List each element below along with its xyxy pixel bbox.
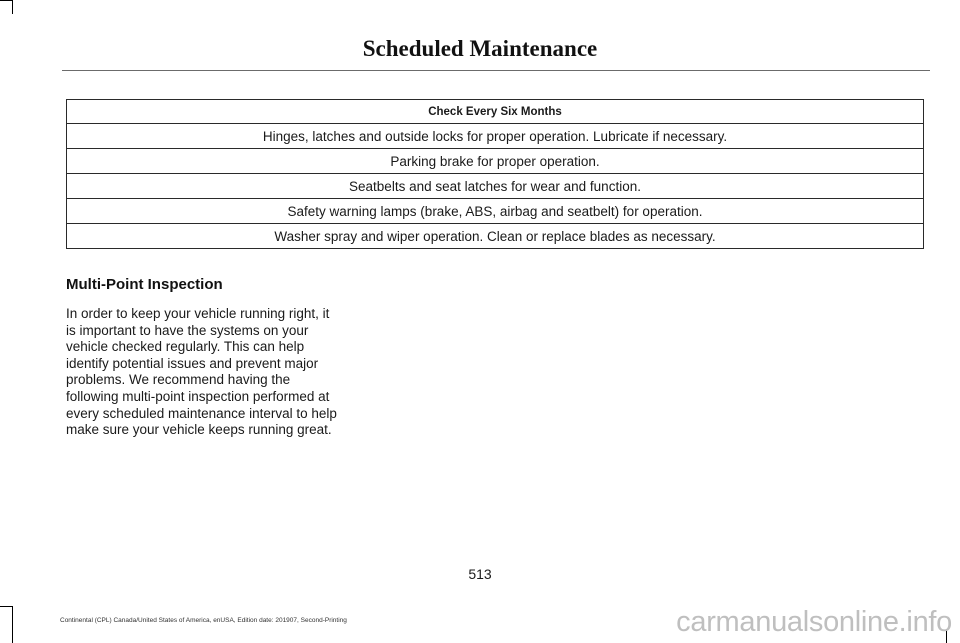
table-row — [67, 124, 924, 149]
table-cell: Hinges, latches and outside locks for proper operation. Lubricate if necessary. — [67, 124, 924, 149]
table-cell: Washer spray and wiper operation. Clean or replace blades as necessary. — [67, 224, 924, 249]
watermark: carmanualsonline.info — [676, 606, 952, 638]
page-number: 513 — [468, 566, 492, 582]
crop-mark — [12, 606, 13, 643]
six-month-check-table — [66, 99, 924, 249]
table-header-row — [67, 100, 924, 124]
table-row — [67, 149, 924, 174]
page-title: Scheduled Maintenance — [362, 36, 598, 61]
table-cell: Parking brake for proper operation. — [67, 149, 924, 174]
table-row — [67, 224, 924, 249]
crop-mark — [0, 606, 12, 607]
table-heading: Check Every Six Months — [67, 100, 924, 124]
crop-mark — [12, 0, 13, 14]
section-heading: Multi-Point Inspection — [66, 276, 223, 293]
table-cell: Seatbelts and seat latches for wear and function. — [67, 174, 924, 199]
section-body-text: In order to keep your vehicle running right, it is important to have the systems on your vehicle checked regularly. This can help identify potential issues and prevent major problems. We recommend having the following multi-point inspection performed at every scheduled maintenance interval to help make sure your vehicle keeps running great. — [66, 306, 337, 438]
crop-mark — [0, 0, 12, 1]
title-divider — [62, 70, 930, 71]
edition-footer: Continental (CPL) Canada/United States of America, enUSA, Edition date: 201907, Second-Printing — [60, 617, 347, 624]
table-cell: Safety warning lamps (brake, ABS, airbag and seatbelt) for operation. — [67, 199, 924, 224]
table-row — [67, 199, 924, 224]
table-row — [67, 174, 924, 199]
